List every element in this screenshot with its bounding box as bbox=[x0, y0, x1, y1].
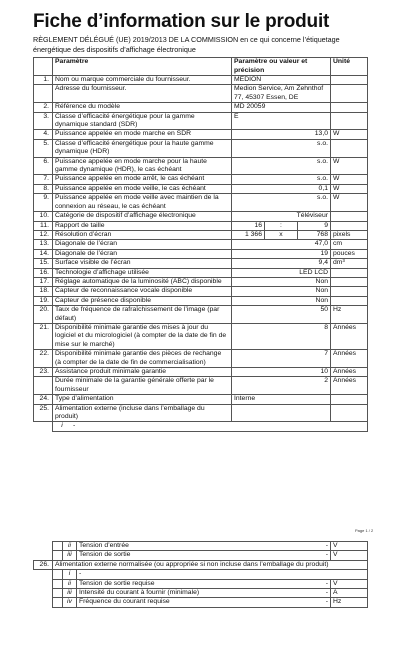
row-number: 18. bbox=[34, 287, 53, 296]
row-roman: iv bbox=[63, 598, 77, 607]
table-row bbox=[34, 212, 368, 221]
row-label: Référence du modèle bbox=[53, 103, 232, 112]
table-row bbox=[34, 368, 368, 377]
row-value: - bbox=[325, 551, 328, 559]
row-number: 24. bbox=[34, 395, 53, 404]
table-row bbox=[34, 221, 368, 230]
row-unit bbox=[331, 221, 368, 230]
row-number: 5. bbox=[34, 139, 53, 157]
row-value: LED LCD bbox=[232, 268, 331, 277]
table-row bbox=[34, 323, 368, 349]
row-number: 1. bbox=[34, 76, 53, 85]
table-row bbox=[34, 551, 368, 560]
table-row bbox=[34, 277, 368, 286]
row-value-a: 1 366 bbox=[232, 230, 265, 239]
table-row bbox=[34, 157, 368, 175]
row-unit bbox=[331, 85, 368, 103]
row-unit: W bbox=[331, 175, 368, 184]
row-unit bbox=[331, 268, 368, 277]
row-number: 15. bbox=[34, 259, 53, 268]
row-value-sep: : bbox=[265, 221, 298, 230]
row-value: Medion Service, Am Zehnthof 77, 45307 Essen, DE bbox=[232, 85, 331, 103]
row-roman: i bbox=[63, 570, 77, 579]
row-roman: ii bbox=[63, 579, 77, 588]
row-number: 23. bbox=[34, 368, 53, 377]
row-number: 13. bbox=[34, 240, 53, 249]
row-value: 2 bbox=[232, 377, 331, 395]
row-number: 22. bbox=[34, 350, 53, 368]
row-roman: i bbox=[61, 422, 63, 430]
table-row bbox=[34, 249, 368, 258]
row-value: s.o. bbox=[232, 139, 331, 157]
table-row bbox=[34, 194, 368, 212]
row-value: Non bbox=[232, 287, 331, 296]
row-unit: A bbox=[331, 589, 368, 598]
page-title: Fiche d’information sur le produit bbox=[33, 11, 330, 32]
table-row bbox=[34, 184, 368, 193]
row-value-b: 768 bbox=[298, 230, 331, 239]
row-unit: Années bbox=[331, 323, 368, 349]
table-row bbox=[34, 268, 368, 277]
row-number: 17. bbox=[34, 277, 53, 286]
product-info-table bbox=[33, 57, 368, 432]
row-value: s.o. bbox=[232, 194, 331, 212]
row-label: Capteur de présence disponible bbox=[53, 296, 232, 305]
table-row bbox=[34, 130, 368, 139]
row-unit: Années bbox=[331, 350, 368, 368]
row-label: Assistance produit minimale garantie bbox=[53, 368, 232, 377]
row-value bbox=[232, 404, 331, 422]
row-value-a: 16 bbox=[232, 221, 265, 230]
row-value: MD 20059 bbox=[232, 103, 331, 112]
table-row bbox=[34, 103, 368, 112]
row-label: Nom ou marque commerciale du fournisseur. bbox=[53, 76, 232, 85]
row-label: Technologie d’affichage utilisée bbox=[53, 268, 232, 277]
table-row bbox=[34, 139, 368, 157]
row-roman: ii bbox=[63, 542, 77, 551]
row-value: 10 bbox=[232, 368, 331, 377]
table-row bbox=[34, 579, 368, 588]
row-number: 9. bbox=[34, 194, 53, 212]
row-number: 25. bbox=[34, 404, 53, 422]
row-number: 11. bbox=[34, 221, 53, 230]
row-unit: V bbox=[331, 542, 368, 551]
row-label: Classe d’efficacité énergétique pour la haute gamme dynamique (HDR) bbox=[53, 139, 232, 157]
table-row bbox=[34, 350, 368, 368]
row-value: 47,0 bbox=[232, 240, 331, 249]
row-unit bbox=[331, 212, 368, 221]
row-label: Fréquence du courant requise bbox=[79, 598, 170, 606]
table-row bbox=[34, 306, 368, 324]
row-label: Catégorie de dispositif d’affichage électronique bbox=[53, 212, 232, 221]
row-roman: iii bbox=[63, 589, 77, 598]
table-row bbox=[34, 570, 368, 579]
row-value: - bbox=[325, 542, 328, 549]
row-label: Résolution d’écran bbox=[53, 230, 232, 239]
row-label: Disponibilité minimale garantie des pièces de rechange (à compter de la date de fin de commercialisation) bbox=[53, 350, 232, 368]
row-number: 2. bbox=[34, 103, 53, 112]
row-unit bbox=[331, 139, 368, 157]
row-label: Classe d’efficacité énergétique pour la gamme dynamique standard (SDR) bbox=[53, 112, 232, 130]
row-unit bbox=[331, 76, 368, 85]
row-value: 7 bbox=[232, 350, 331, 368]
row-value: - bbox=[325, 589, 328, 597]
row-label: Puissance appelée en mode marche pour la haute gamme dynamique (HDR), le cas échéant bbox=[53, 157, 232, 175]
table-row bbox=[34, 76, 368, 85]
row-unit: pouces bbox=[331, 249, 368, 258]
row-number: 19. bbox=[34, 296, 53, 305]
row-number: 14. bbox=[34, 249, 53, 258]
row-label: Capteur de reconnaissance vocale disponible bbox=[53, 287, 232, 296]
row-number: 10. bbox=[34, 212, 53, 221]
page-number: Page 1 / 2 bbox=[355, 528, 374, 533]
row-value: 13,0 bbox=[232, 130, 331, 139]
row-label: Puissance appelée en mode veille, le cas échéant bbox=[53, 184, 232, 193]
row-unit bbox=[331, 395, 368, 404]
row-label: Diagonale de l’écran bbox=[53, 240, 232, 249]
table-row bbox=[34, 287, 368, 296]
row-value: Téléviseur bbox=[232, 212, 331, 221]
row-label: Tension d’entrée bbox=[79, 542, 129, 549]
row-label: Puissance appelée en mode arrêt, le cas échéant bbox=[53, 175, 232, 184]
row-unit: Années bbox=[331, 377, 368, 395]
row-label: - bbox=[73, 422, 76, 430]
row-unit: dm³ bbox=[331, 259, 368, 268]
row-label: Durée minimale de la garantie générale offerte par le fournisseur bbox=[53, 377, 232, 395]
row-number: 7. bbox=[34, 175, 53, 184]
row-value: Non bbox=[232, 296, 331, 305]
row-value: E bbox=[232, 112, 331, 130]
page-2 bbox=[33, 541, 367, 608]
row-label: Surface visible de l’écran bbox=[53, 259, 232, 268]
row-value: - bbox=[325, 598, 328, 606]
row-label: - bbox=[77, 570, 368, 579]
row-value: MEDION bbox=[232, 76, 331, 85]
table-row bbox=[34, 598, 368, 607]
table-row bbox=[34, 377, 368, 395]
row-label: Alimentation externe normalisée (ou appropriée si non incluse dans l’emballage du produit) bbox=[53, 560, 368, 569]
table-header-row bbox=[34, 58, 368, 76]
row-number: 16. bbox=[34, 268, 53, 277]
row-number: 8. bbox=[34, 184, 53, 193]
row-unit: V bbox=[331, 551, 368, 560]
regulation-intro: RÈGLEMENT DÉLÉGUÉ (UE) 2019/2013 DE LA COMMISSION en ce qui concerne l’étiquetage énergétique des dispositifs d’affichage électronique bbox=[33, 35, 340, 54]
table-row bbox=[34, 175, 368, 184]
row-value: 19 bbox=[232, 249, 331, 258]
row-unit: pixels bbox=[331, 230, 368, 239]
row-unit: Hz bbox=[331, 598, 368, 607]
row-unit: Années bbox=[331, 368, 368, 377]
row-unit bbox=[331, 277, 368, 286]
table-row bbox=[34, 589, 368, 598]
table-row bbox=[34, 395, 368, 404]
table-row bbox=[34, 85, 368, 103]
row-label: Adresse du fournisseur. bbox=[53, 85, 232, 103]
row-unit bbox=[331, 404, 368, 422]
row-label: Tension de sortie bbox=[79, 551, 131, 559]
row-value: - bbox=[325, 579, 328, 587]
row-unit: cm bbox=[331, 240, 368, 249]
row-number: 6. bbox=[34, 157, 53, 175]
row-unit: W bbox=[331, 157, 368, 175]
row-unit bbox=[331, 287, 368, 296]
row-value: 50 bbox=[232, 306, 331, 324]
table-row bbox=[34, 560, 368, 569]
row-label: Rapport de taille bbox=[53, 221, 232, 230]
row-number: 4. bbox=[34, 130, 53, 139]
row-value-b: 9 bbox=[298, 221, 331, 230]
table-row bbox=[34, 542, 368, 551]
table-row bbox=[34, 112, 368, 130]
row-label: Intensité du courant à fournir (minimale) bbox=[79, 589, 200, 597]
row-label: Alimentation externe (incluse dans l’emballage du produit) bbox=[53, 404, 232, 422]
row-unit bbox=[331, 296, 368, 305]
row-label: Taux de fréquence de rafraîchissement de l’image (par défaut) bbox=[53, 306, 232, 324]
row-value: 0,1 bbox=[232, 184, 331, 193]
header-unit: Unité bbox=[331, 58, 368, 76]
row-unit bbox=[331, 103, 368, 112]
table-row bbox=[34, 404, 368, 422]
table-row bbox=[34, 422, 368, 431]
page-1 bbox=[33, 10, 367, 432]
row-number: 21. bbox=[34, 323, 53, 349]
row-value: 9,4 bbox=[232, 259, 331, 268]
row-number: 26. bbox=[34, 560, 53, 569]
row-label: Type d’alimentation bbox=[53, 395, 232, 404]
row-roman: iii bbox=[63, 551, 77, 560]
row-number: 12. bbox=[34, 230, 53, 239]
row-label: Tension de sortie requise bbox=[79, 579, 155, 587]
row-unit: W bbox=[331, 130, 368, 139]
row-value: s.o. bbox=[232, 157, 331, 175]
row-unit: V bbox=[331, 579, 368, 588]
row-label: Disponibilité minimale garantie des mises à jour du logiciel et du micrologiciel (à compter de la date de fin de mise sur le marché) bbox=[53, 323, 232, 349]
row-unit: W bbox=[331, 194, 368, 212]
header-value: Paramètre ou valeur et précision bbox=[232, 58, 331, 76]
table-row bbox=[34, 230, 368, 239]
row-value: 8 bbox=[232, 323, 331, 349]
row-unit bbox=[331, 112, 368, 130]
row-label: Puissance appelée en mode marche en SDR bbox=[53, 130, 232, 139]
table-row bbox=[34, 296, 368, 305]
row-value-sep: x bbox=[265, 230, 298, 239]
row-number: 20. bbox=[34, 306, 53, 324]
row-value: s.o. bbox=[232, 175, 331, 184]
table-row bbox=[34, 259, 368, 268]
row-label: Puissance appelée en mode veille avec maintien de la connexion au réseau, le cas échéant bbox=[53, 194, 232, 212]
table-row bbox=[34, 240, 368, 249]
row-value: Non bbox=[232, 277, 331, 286]
row-number: 3. bbox=[34, 112, 53, 130]
row-number bbox=[34, 377, 53, 395]
product-info-table-continued bbox=[33, 541, 368, 608]
row-unit: W bbox=[331, 184, 368, 193]
row-label: Réglage automatique de la luminosité (ABC) disponible bbox=[53, 277, 232, 286]
row-value: Interne bbox=[232, 395, 331, 404]
row-label: Diagonale de l’écran bbox=[53, 249, 232, 258]
row-number bbox=[34, 85, 53, 103]
row-unit: Hz bbox=[331, 306, 368, 324]
header-param: Paramètre bbox=[53, 58, 232, 76]
